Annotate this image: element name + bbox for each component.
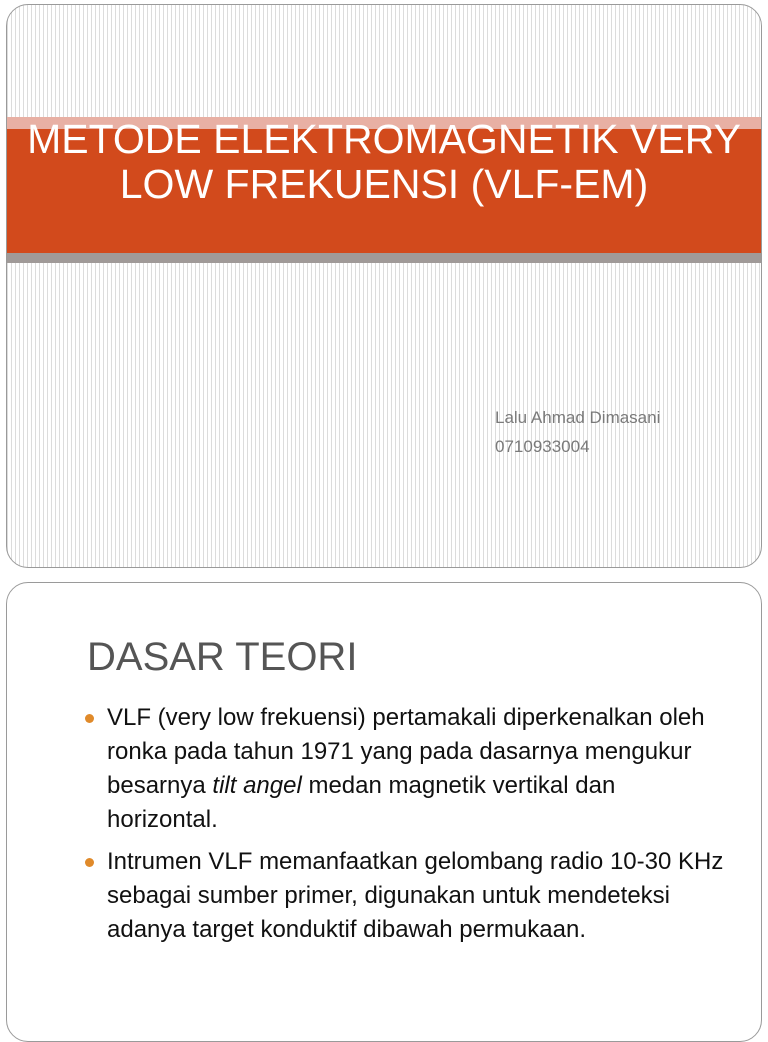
title-slide: [6, 4, 762, 568]
bullet-text: VLF (very low frekuensi) pertamakali diperkenalkan oleh ronka pada tahun 1971 yang pada dasarnya mengukur besarnya: [107, 704, 705, 799]
slide-title: METODE ELEKTROMAGNETIK VERY LOW FREKUENSI (VLF-EM): [27, 116, 741, 207]
bullet-item: [85, 701, 725, 837]
bullet-list: [85, 701, 725, 955]
subtitle-block: [495, 403, 660, 461]
student-id: 0710933004: [495, 437, 590, 456]
bullet-dot-icon: [85, 858, 94, 867]
bullet-dot-icon: [85, 714, 94, 723]
bullet-item: [85, 845, 725, 947]
content-slide: [6, 582, 762, 1042]
section-heading: DASAR TEORI: [87, 635, 358, 679]
title-band-bottom: [7, 253, 761, 263]
author-name: Lalu Ahmad Dimasani: [495, 408, 661, 427]
bullet-text: Intrumen VLF memanfaatkan gelombang radio 10-30 KHz sebagai sumber primer, digunakan untuk mendeteksi adanya target konduktif dibawah permukaan.: [107, 848, 724, 943]
bullet-emphasis: tilt angel: [212, 772, 302, 799]
bullet-text-end: medan magnetik vertikal dan horizontal.: [107, 772, 616, 833]
